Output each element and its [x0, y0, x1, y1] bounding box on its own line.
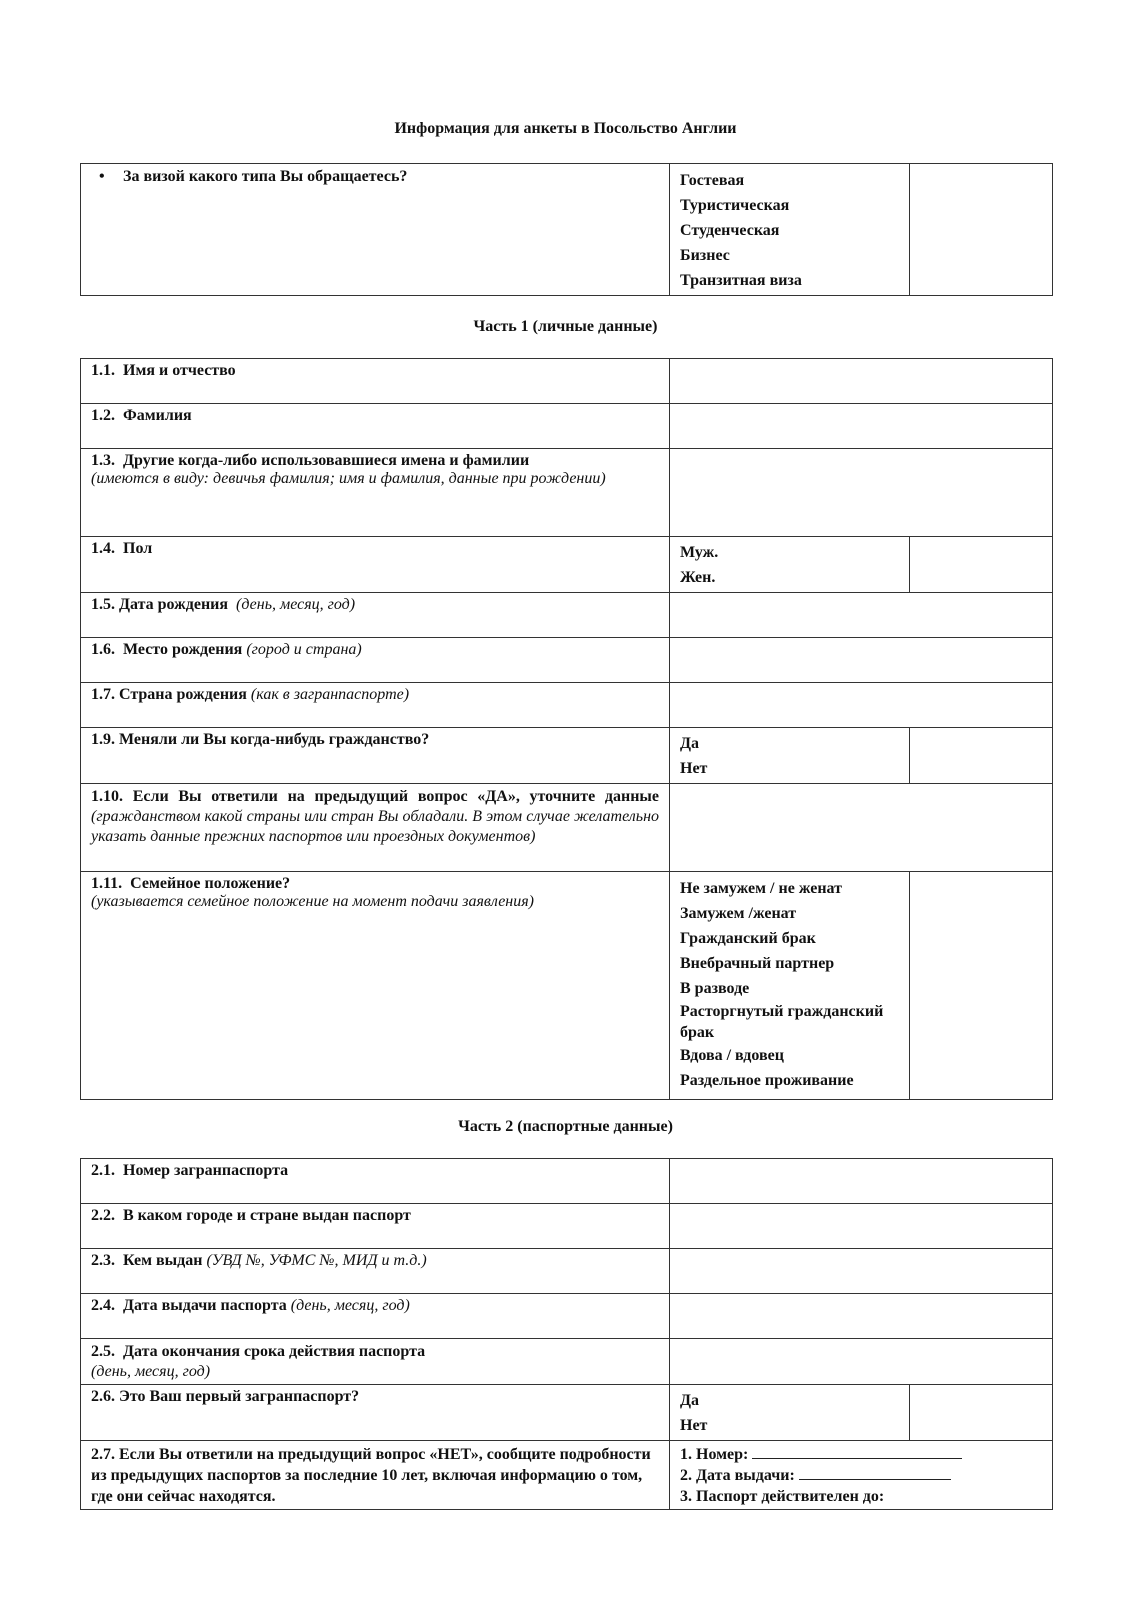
table-row	[81, 1294, 1053, 1339]
table-row	[81, 683, 1053, 728]
previous-passport-number[interactable]: 1. Номер:	[680, 1444, 1042, 1465]
table-row	[81, 449, 1053, 537]
first-passport-option-no[interactable]: Нет	[680, 1417, 708, 1434]
answer-1-5-field[interactable]	[670, 593, 1053, 638]
marital-option-dissolved-union[interactable]: Расторгнутый гражданский брак	[680, 1003, 884, 1041]
answer-2-2-field[interactable]	[670, 1204, 1053, 1249]
answer-2-3-field[interactable]	[670, 1249, 1053, 1294]
table-row	[81, 404, 1053, 449]
question-1-11: 1.11. Семейное положение? (указывается семейное положение на момент подачи заявления)	[81, 872, 670, 1100]
marital-status-options	[670, 872, 910, 1100]
table-row	[81, 593, 1053, 638]
marital-option-partner[interactable]: Внебрачный партнер	[680, 955, 835, 972]
table-row	[81, 872, 1053, 1100]
answer-1-10-field[interactable]	[670, 784, 1053, 872]
question-1-9: 1.9. Меняли ли Вы когда-нибудь гражданство?	[81, 728, 670, 784]
previous-passport-valid-until[interactable]: 3. Паспорт действителен до:	[680, 1488, 885, 1505]
table-row	[81, 1159, 1053, 1204]
previous-passport-fields	[670, 1441, 1053, 1510]
answer-1-6-field[interactable]	[670, 638, 1053, 683]
citizenship-option-yes[interactable]: Да	[680, 735, 700, 752]
first-passport-options	[670, 1385, 910, 1441]
question-1-7: 1.7. Страна рождения (как в загранпаспорте)	[81, 683, 670, 728]
table-row	[81, 1339, 1053, 1385]
visa-question-cell	[81, 164, 670, 296]
visa-type-table	[80, 163, 1053, 296]
question-2-6: 2.6. Это Ваш первый загранпаспорт?	[81, 1385, 670, 1441]
part1-title: Часть 1 (личные данные)	[473, 318, 658, 335]
bullet-icon: •	[99, 168, 105, 185]
answer-2-1-field[interactable]	[670, 1159, 1053, 1204]
answer-2-6-field[interactable]	[910, 1385, 1053, 1441]
part1-table	[80, 358, 1053, 1100]
visa-option-transit[interactable]: Транзитная виза	[680, 272, 802, 289]
answer-1-1-field[interactable]	[670, 359, 1053, 404]
marital-option-widowed[interactable]: Вдова / вдовец	[680, 1047, 784, 1064]
question-1-5: 1.5. Дата рождения (день, месяц, год)	[81, 593, 670, 638]
question-1-1: 1.1. Имя и отчество	[81, 359, 670, 404]
hint-1-3: (имеются в виду: девичья фамилия; имя и фамилия, данные при рождении)	[91, 470, 606, 487]
table-row	[81, 784, 1053, 872]
citizenship-change-options	[670, 728, 910, 784]
question-1-2: 1.2. Фамилия	[81, 404, 670, 449]
question-2-4: 2.4. Дата выдачи паспорта (день, месяц, год)	[81, 1294, 670, 1339]
first-passport-option-yes[interactable]: Да	[680, 1392, 700, 1409]
marital-option-separated[interactable]: Раздельное проживание	[680, 1072, 854, 1089]
visa-option-guest[interactable]: Гостевая	[680, 172, 745, 189]
table-row	[81, 1249, 1053, 1294]
visa-answer-cell[interactable]	[910, 164, 1053, 296]
question-2-7: 2.7. Если Вы ответили на предыдущий вопрос «НЕТ», сообщите подробности из предыдущих паспортов за последние 10 лет, включая информацию о том, где они сейчас находятся.	[81, 1441, 670, 1510]
page-title: Информация для анкеты в Посольство Англии	[394, 120, 737, 137]
question-1-4: 1.4. Пол	[81, 537, 670, 593]
question-2-2: 2.2. В каком городе и стране выдан паспорт	[81, 1204, 670, 1249]
answer-1-2-field[interactable]	[670, 404, 1053, 449]
part2-title: Часть 2 (паспортные данные)	[458, 1118, 673, 1135]
question-2-1: 2.1. Номер загранпаспорта	[81, 1159, 670, 1204]
citizenship-option-no[interactable]: Нет	[680, 760, 708, 777]
marital-option-divorced[interactable]: В разводе	[680, 980, 750, 997]
marital-option-married[interactable]: Замужем /женат	[680, 905, 797, 922]
answer-2-5-field[interactable]	[670, 1339, 1053, 1385]
table-row	[81, 1385, 1053, 1441]
visa-option-business[interactable]: Бизнес	[680, 247, 730, 264]
table-row	[81, 1204, 1053, 1249]
table-row	[81, 359, 1053, 404]
answer-1-3-field[interactable]	[670, 449, 1053, 537]
table-row	[81, 537, 1053, 593]
question-2-3: 2.3. Кем выдан (УВД №, УФМС №, МИД и т.д.)	[81, 1249, 670, 1294]
answer-1-4-field[interactable]	[910, 537, 1053, 593]
question-1-3: 1.3. Другие когда-либо использовавшиеся имена и фамилии (имеются в виду: девичья фамилия; имя и фамилия, данные при рождении)	[81, 449, 670, 537]
answer-1-9-field[interactable]	[910, 728, 1053, 784]
answer-2-4-field[interactable]	[670, 1294, 1053, 1339]
question-1-6: 1.6. Место рождения (город и страна)	[81, 638, 670, 683]
gender-option-female[interactable]: Жен.	[680, 569, 716, 586]
answer-1-7-field[interactable]	[670, 683, 1053, 728]
issue-date-blank[interactable]	[799, 1465, 951, 1480]
table-row	[81, 638, 1053, 683]
question-1-10: 1.10. Если Вы ответили на предыдущий вопрос «ДА», уточните данные (гражданством какой страны или стран Вы обладали. В этом случае желательно указать данные прежних паспортов или проездных документов)	[81, 784, 670, 872]
part2-table	[80, 1158, 1053, 1510]
visa-options	[670, 164, 910, 296]
visa-option-tourist[interactable]: Туристическая	[680, 197, 790, 214]
marital-option-civil-union[interactable]: Гражданский брак	[680, 930, 816, 947]
passport-number-blank[interactable]	[752, 1444, 962, 1459]
previous-passport-issue-date[interactable]: 2. Дата выдачи:	[680, 1465, 1042, 1486]
table-row	[81, 728, 1053, 784]
gender-options	[670, 537, 910, 593]
answer-1-11-field[interactable]	[910, 872, 1053, 1100]
gender-option-male[interactable]: Муж.	[680, 544, 719, 561]
visa-question: За визой какого типа Вы обращаетесь?	[123, 168, 408, 185]
question-2-5: 2.5. Дата окончания срока действия паспорта (день, месяц, год)	[81, 1339, 670, 1385]
marital-option-single[interactable]: Не замужем / не женат	[680, 880, 842, 897]
table-row	[81, 1441, 1053, 1510]
visa-option-student[interactable]: Студенческая	[680, 222, 780, 239]
